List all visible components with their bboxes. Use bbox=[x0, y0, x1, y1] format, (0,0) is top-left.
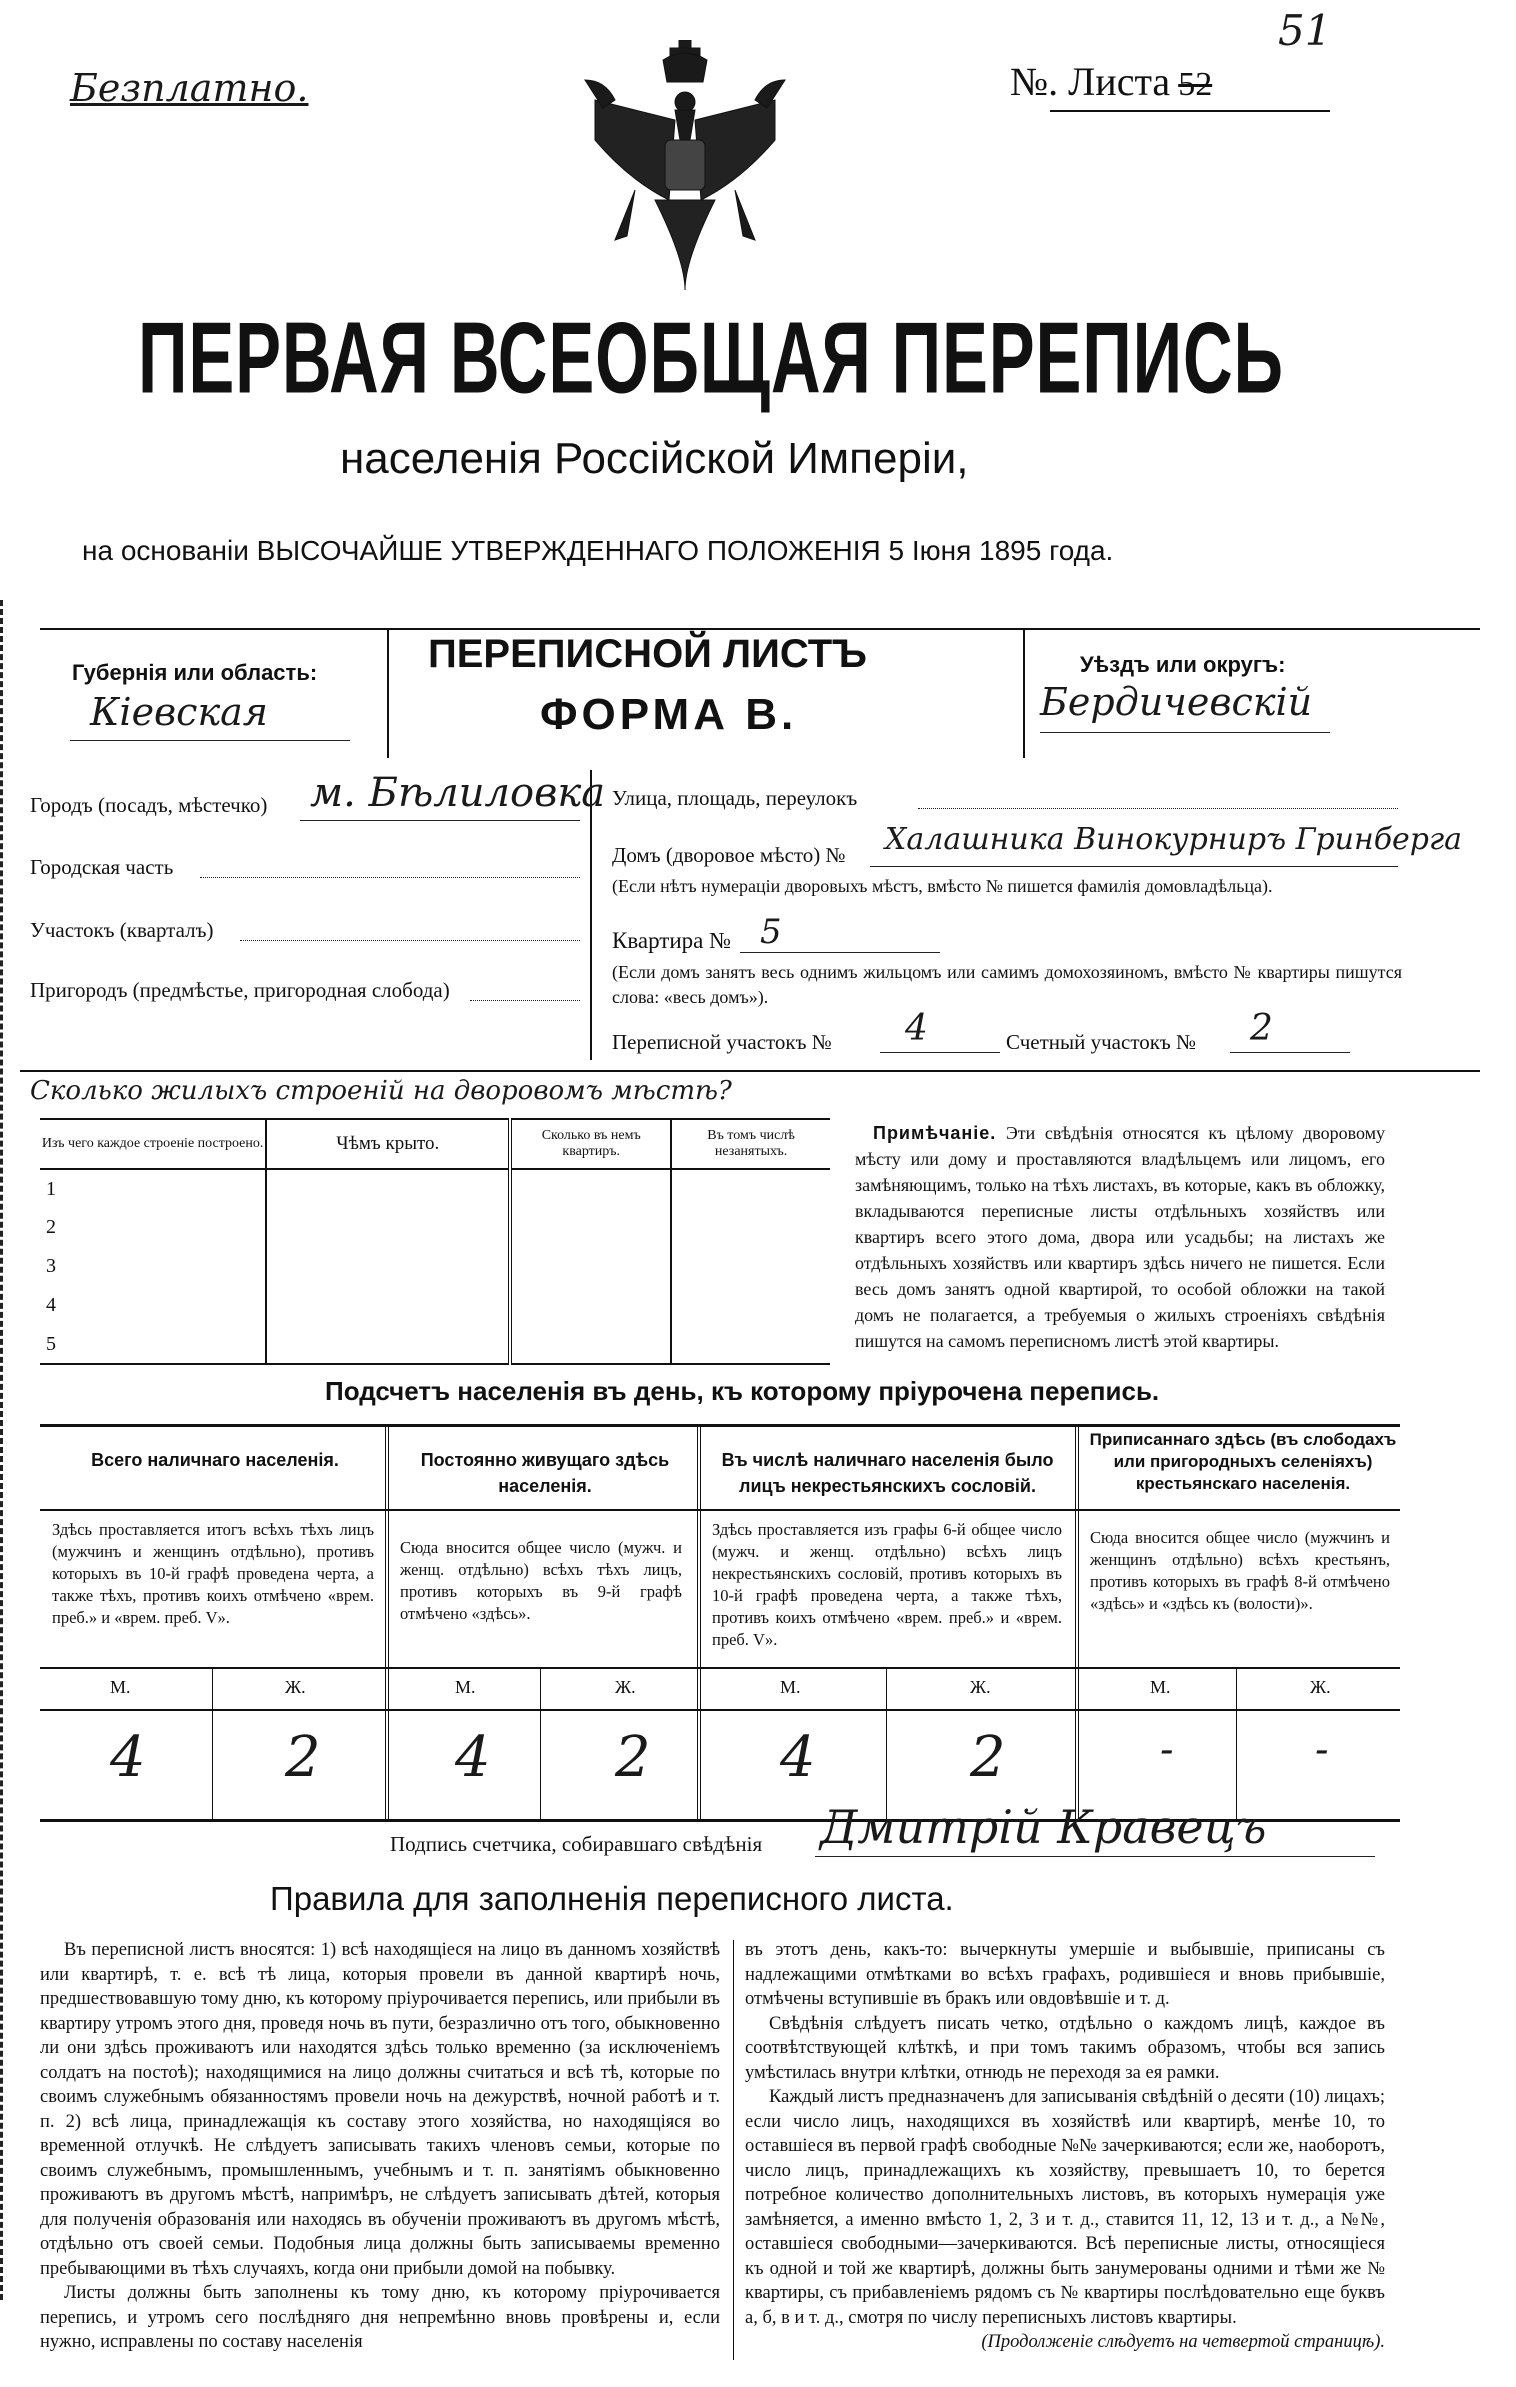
pop-col3-m-value: 4 bbox=[780, 1725, 816, 1790]
buildings-note bbox=[855, 1120, 1385, 1354]
population-heading: Подсчетъ населенія въ день, къ которому пріурочена перепись. bbox=[325, 1376, 1160, 1406]
rules-left-paragraph-1: Въ переписной листъ вносятся: 1) всѣ находящіеся на лицо въ данномъ хозяйствѣ или квартирѣ, т. е. всѣ тѣ лица, которыя провели въ данной квартирѣ ночь, предшествовавшую тому дню, къ которому пріурочивается перепись, или прибыли въ квартиру утромъ этого дня, проведя ночь въ пути, безразлично отъ того, обыкновенно ли они здѣсь проживаютъ или находятся здѣсь только временно (за исключеніемъ солдатъ на постоѣ); находящимися на лицо должны считаться и всѣ тѣ, которые по своимъ служебнымъ обязанностямъ провели ночь на дежурствѣ, ночной работѣ и т. п. 2) всѣ лица, принадлежащія къ составу этого хозяйства, но находящіяся во временной отлучкѣ. Не слѣдуетъ записывать такихъ членовъ семьи, которые по своимъ служебнымъ, промышленнымъ, учебнымъ и т. п. занятіямъ обыкновенно проживаютъ въ другомъ мѣстѣ, напримѣръ, не слѣдуетъ записывать дѣтей, которыя для полученія образованія или находясь въ обученіи проживаютъ въ другомъ мѣстѣ, отдѣльно отъ своей семьи. Подобныя лица должны быть записываемы временно пребывающими въ тѣхъ случаяхъ, когда они прибыли домой на побывку. bbox=[40, 1940, 720, 2279]
binding-edge-marks bbox=[0, 600, 17, 2300]
pop-col3-f-value: 2 bbox=[970, 1725, 1006, 1790]
pop-col4-f-label: Ж. bbox=[1310, 1677, 1331, 1697]
pop-col3-desc: Здѣсь проставляется изъ графы 6-й общее число (мужч. и женщ. отдѣльно) всѣхъ лицъ некрестьянскихъ сословій, противъ которыхъ въ 10-й графѣ проведена черта, а также тѣхъ, противъ коихъ отмѣчено «врем. преб.» и «врем. преб. V». bbox=[712, 1520, 1062, 1649]
buildings-col-material: Изъ чего каждое строеніе построено. bbox=[40, 1119, 266, 1169]
pop-col3-m-label: М. bbox=[780, 1677, 801, 1697]
town-part-label: Городская часть bbox=[30, 855, 174, 879]
pop-col2-desc: Сюда вносится общее число (мужч. и женщ. отдѣльно) всѣхъ тѣхъ лицъ, противъ которыхъ въ 9-й графѣ отмѣчено «здѣсь». bbox=[400, 1538, 682, 1623]
district-line bbox=[1040, 732, 1330, 733]
sheet-number-handwritten: 51 bbox=[1278, 6, 1332, 55]
form-label: ФОРМА В. bbox=[540, 690, 798, 739]
pop-col4-f-value: - bbox=[1315, 1727, 1329, 1773]
pop-col3-title: Въ числѣ наличнаго населенія было лицъ некрестьянскихъ сословій. bbox=[721, 1450, 1054, 1496]
sheet-number-label: №. Листа bbox=[1010, 59, 1171, 104]
town-label: Городъ (посадъ, мѣстечко) bbox=[30, 793, 268, 817]
buildings-col-vacant: Въ томъ числѣ незанятыхъ. bbox=[671, 1119, 830, 1169]
census-precinct-value: 4 bbox=[905, 1008, 928, 1049]
main-title: ПЕРВАЯ ВСЕОБЩАЯ ПЕРЕПИСЬ bbox=[138, 301, 1284, 414]
suburb-line bbox=[470, 1000, 580, 1001]
pop-col4-m-value: - bbox=[1160, 1727, 1174, 1773]
apartment-label: Квартира № bbox=[612, 928, 732, 953]
sheet-number bbox=[1010, 6, 1332, 105]
district-value: Бердичевскій bbox=[1040, 680, 1313, 724]
free-label: Безплатно. bbox=[70, 66, 309, 110]
buildings-row-number: 5 bbox=[40, 1325, 266, 1364]
signature-line bbox=[815, 1856, 1375, 1857]
rules-right-paragraph-1: въ этотъ день, какъ-то: вычеркнуты умершіе и выбывшіе, приписаны съ надлежащими отмѣтками во всѣхъ графахъ, родившіеся и вновь прибывшіе, отмѣчены вступившіе въ бракъ или овдовѣвшіе и т. д. bbox=[745, 1940, 1385, 2009]
house-note: (Если нѣтъ нумераціи дворовыхъ мѣстъ, вмѣсто № пишется фамилія домовладѣльца). bbox=[612, 876, 1273, 896]
house-value: Халашника Винокурниръ Гринберга bbox=[885, 822, 1463, 857]
town-value: м. Бѣлиловка bbox=[310, 770, 606, 816]
double-headed-eagle-emblem bbox=[575, 40, 795, 300]
rules-left-paragraph-2: Листы должны быть заполнены къ тому дню, къ которому пріурочивается перепись, и утромъ сего послѣдняго дня непремѣнно вновь провѣрены и, если нужно, исправлены по составу населенія bbox=[40, 2283, 720, 2352]
population-table bbox=[40, 1424, 1400, 1822]
pop-col1-title: Всего наличнаго населенія. bbox=[91, 1450, 339, 1470]
buildings-row-number: 4 bbox=[40, 1286, 266, 1325]
pop-col1-f-value: 2 bbox=[285, 1725, 321, 1790]
pop-col1-m-value: 4 bbox=[110, 1725, 146, 1790]
sheet-number-underline bbox=[1050, 110, 1330, 112]
form-header-divider-left bbox=[387, 628, 389, 758]
signature-label: Подпись счетчика, собиравшаго свѣдѣнія bbox=[390, 1832, 763, 1856]
buildings-top-rule bbox=[20, 1070, 1480, 1072]
apartment-note: (Если домъ занятъ весь однимъ жильцомъ или самимъ домохозяиномъ, вмѣсто № квартиры пишутся слова: «весь домъ»). bbox=[612, 962, 1402, 1007]
count-precinct-label: Счетный участокъ № bbox=[1006, 1030, 1197, 1054]
form-header-top-rule bbox=[40, 628, 1480, 630]
pop-col1-f-label: Ж. bbox=[285, 1677, 306, 1697]
apartment-line bbox=[740, 952, 940, 953]
pop-col1-m-label: М. bbox=[110, 1677, 131, 1697]
house-line bbox=[870, 866, 1398, 867]
street-line bbox=[918, 808, 1398, 809]
pop-col4-title: Приписаннаго здѣсь (въ слободахъ или пригородныхъ селеніяхъ) крестьянскаго населенія. bbox=[1089, 1430, 1397, 1493]
rules-right-paragraph-2: Свѣдѣнія слѣдуетъ писать четко, отдѣльно о каждомъ лицѣ, каждое въ соотвѣтствующей клѣткѣ, и при томъ такимъ образомъ, чтобы вся запись умѣстилась внутри клѣтки, отнюдь не переходя за ея рамки. bbox=[745, 2013, 1385, 2083]
buildings-note-text: Эти свѣдѣнія относятся къ цѣлому дворовому мѣсту или дому и проставляются владѣльцемъ или лицомъ, его замѣняющимъ, только на тѣхъ листахъ, въ которые, какъ въ обложку, вкладываются переписные листы отдѣльныхъ хозяйствъ или квартиръ всего этого дома, двора или усадьбы; на листахъ же отдѣльныхъ хозяйствъ или квартиръ здѣсь ничего не пишется. Если весь домъ занятъ одной квартирой, то особой обложки на такой домъ не полагается, а требуемыя о жилыхъ строеніяхъ свѣдѣнія пишутся на самомъ переписномъ листѣ этой квартиры. bbox=[855, 1123, 1385, 1351]
pop-col2-title: Постоянно живущаго здѣсь населенія. bbox=[420, 1450, 670, 1496]
street-label: Улица, площадь, переулокъ bbox=[612, 786, 858, 810]
rules-right-paragraph-3: Каждый листъ предназначенъ для записыванія свѣдѣній о десяти (10) лицахъ; если число лицъ, находящихся въ хозяйствѣ или квартирѣ, менѣе 10, то оставшіеся въ первой графѣ свободные №№ зачеркиваются; если же, наоборотъ, число лицъ, принадлежащихъ къ хозяйству, превышаетъ 10, то берется потребное количество дополнительныхъ листовъ, въ которыхъ нумерація уже замѣняется, а именно вмѣсто 1, 2, 3 и т. д., ставится 11, 12, 13 и т. д., а №№, оставшіеся свободными—зачеркиваются. Всѣ переписные листы, относящіеся къ одной и той же квартирѣ, должны быть занумерованы одними и тѣми же № квартиры, съ прибавленіемъ рядомъ съ № квартиры послѣдовательно еще буквъ а, б, в и т. д., смотря по числу переписныхъ листовъ квартиры. bbox=[745, 2087, 1385, 2328]
pop-col1-desc: Здѣсь проставляется итогъ всѣхъ тѣхъ лицъ (мужчинъ и женщинъ отдѣльно), противъ которыхъ въ 10-й графѣ проведена черта, а также тѣхъ, противъ коихъ отмѣчено «врем. преб.» и «врем. преб. V». bbox=[52, 1520, 374, 1627]
pop-col4-desc: Сюда вносится общее число (мужчинъ и женщинъ отдѣльно) всѣхъ крестьянъ, противъ которыхъ въ графѣ 8-й отмѣчено «здѣсь» и «здѣсь къ (волости)». bbox=[1090, 1528, 1390, 1613]
census-precinct-label: Переписной участокъ № bbox=[612, 1030, 832, 1054]
precinct-line bbox=[240, 940, 580, 941]
form-header-divider-right bbox=[1023, 628, 1025, 758]
province-label: Губернія или область: bbox=[72, 660, 318, 685]
buildings-row-number: 1 bbox=[40, 1169, 266, 1208]
rules-continued-note: (Продолженіе слѣдуетъ на четвертой страницѣ). bbox=[981, 2332, 1385, 2352]
buildings-col-roof: Чѣмъ крыто. bbox=[266, 1119, 510, 1169]
apartment-value: 5 bbox=[760, 912, 782, 952]
buildings-row-number: 2 bbox=[40, 1208, 266, 1247]
signature-value: Дмитрій Кравецъ bbox=[820, 1800, 1267, 1854]
pop-col3-f-label: Ж. bbox=[970, 1677, 991, 1697]
count-precinct-value: 2 bbox=[1250, 1008, 1273, 1049]
precinct-label: Участокъ (кварталъ) bbox=[30, 918, 214, 942]
town-line bbox=[300, 820, 580, 821]
house-label: Домъ (дворовое мѣсто) № bbox=[612, 843, 846, 867]
buildings-col-apartments: Сколько въ немъ квартиръ. bbox=[510, 1119, 671, 1169]
count-precinct-line bbox=[1230, 1052, 1350, 1053]
sheet-number-struck: 52 bbox=[1178, 66, 1213, 103]
census-precinct-line bbox=[880, 1052, 1000, 1053]
pop-col2-f-value: 2 bbox=[615, 1725, 651, 1790]
sheet-type-label: ПЕРЕПИСНОЙ ЛИСТЪ bbox=[428, 632, 867, 676]
province-line bbox=[70, 740, 350, 741]
basis-line: на основаніи ВЫСОЧАЙШЕ УТВЕРЖДЕННАГО ПОЛОЖЕНІЯ 5 Іюня 1895 года. bbox=[82, 535, 1114, 566]
rules-column-divider bbox=[733, 1940, 734, 2360]
rules-heading: Правила для заполненія переписного листа. bbox=[270, 1880, 954, 1917]
buildings-note-title: Примѣчаніе. bbox=[873, 1123, 997, 1143]
buildings-row-number: 3 bbox=[40, 1247, 266, 1286]
district-label: Уѣздъ или округъ: bbox=[1080, 652, 1286, 677]
pop-col2-m-label: М. bbox=[455, 1677, 476, 1697]
town-part-line bbox=[200, 877, 580, 878]
pop-col2-m-value: 4 bbox=[455, 1725, 491, 1790]
pop-col2-f-label: Ж. bbox=[615, 1677, 636, 1697]
rules-right-column bbox=[745, 1938, 1385, 2355]
rules-left-column bbox=[40, 1938, 720, 2355]
suburb-label: Пригородъ (предмѣстье, пригородная слобода) bbox=[30, 978, 450, 1002]
province-value: Кіевская bbox=[90, 690, 268, 734]
buildings-heading: Сколько жилыхъ строеній на дворовомъ мѣстѣ? bbox=[30, 1076, 732, 1106]
subtitle: населенія Россійской Имперіи, bbox=[340, 434, 969, 483]
pop-col4-m-label: М. bbox=[1150, 1677, 1171, 1697]
buildings-table bbox=[40, 1118, 830, 1365]
